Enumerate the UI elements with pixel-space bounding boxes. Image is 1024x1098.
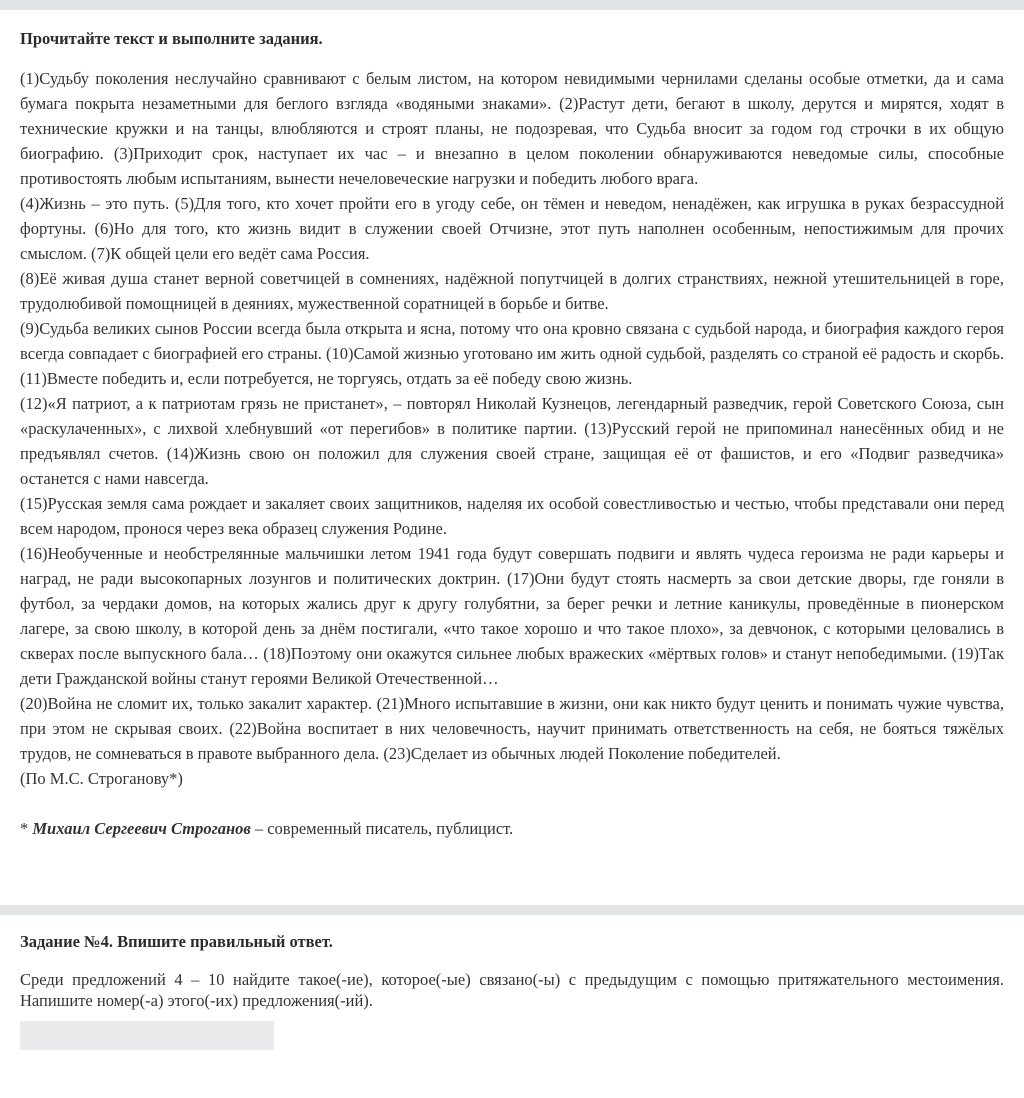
text-paragraph: (12)«Я патриот, а к патриотам грязь не пристанет», – повторял Николай Кузнецов, легендарный разведчик, герой Советского Союза, сын «раскулаченных», с лихвой хлебнувший «от перегибов» в политике партии. (13)Русский герой не припоминал нанесённых обид и не предъявлял счетов. (14)Жизнь свою он положил для служения своей стране, защищая её от фашистов, и его «Подвиг разведчика» останется с нами навсегда. xyxy=(20,394,1004,488)
task-title: Задание №4. Впишите правильный ответ. xyxy=(20,932,333,951)
footnote-author: Михаил Сергеевич Строганов xyxy=(32,819,251,838)
text-paragraph: (20)Война не сломит их, только закалит характер. (21)Много испытавшие в жизни, они как никто будут ценить и понимать чужие чувства, при этом не скрывая своих. (22)Война воспитает в них человечность, научит принимать ответственность на себя, не бояться тяжёлых трудов, не сомневаться в правоте выбранного дела. (23)Сделает из обычных людей Поколение победителей. xyxy=(20,694,1004,763)
text-paragraph: (16)Необученные и необстрелянные мальчишки летом 1941 года будут совершать подвиги и являть чудеса героизма не ради карьеры и наград, не ради высокопарных лозунгов и политических доктрин. (17)Они будут стоять насмерть за свои детские дворы, где гоняли в футбол, за чердаки домов, на которых жались друг к другу голубятни, за берег речки и летние каникулы, проведённые в пионерском лагере, за свою школу, в которой день за днём постигали, «что такое хорошо и что такое плохо», за девчонок, с которыми целовались в скверах после выпускного бала… (18)Поэтому они окажутся сильнее любых вражеских «мёртвых голов» и станут непобедимыми. (19)Так дети Гражданской войны станут героями Великой Отечественной… xyxy=(20,544,1004,688)
text-paragraph: (4)Жизнь – это путь. (5)Для того, кто хочет пройти его в угоду себе, он тёмен и неведом, ненадёжен, как игрушка в руках безрассудной фортуны. (6)Но для того, кто жизнь видит в служении своей Отчизне, этот путь наполнен особенным, непостижимым для прочих смыслом. (7)К общей цели его ведёт сама Россия. xyxy=(20,194,1004,263)
answer-input[interactable] xyxy=(20,1021,274,1050)
reading-text xyxy=(20,66,1004,791)
text-paragraph: (8)Её живая душа станет верной советчицей в сомнениях, надёжной попутчицей в долгих странствиях, нежной утешительницей в горе, трудолюбивой помощницей в деяниях, мужественной соратницей в борьбе и битве. xyxy=(20,269,1004,313)
top-bar xyxy=(0,0,1024,10)
task-question: Среди предложений 4 – 10 найдите такое(-ие), которое(-ые) связано(-ы) с предыдущим с помощью притяжательного местоимения. Напишите номер(-а) этого(-их) предложения(-ий). xyxy=(20,970,1004,1010)
text-paragraph: (15)Русская земля сама рождает и закаляет своих защитников, наделяя их особой совестливостью и честью, чтобы представали они перед всем народом, пронося через века образец служения Родине. xyxy=(20,494,1004,538)
footnote-description: – современный писатель, публицист. xyxy=(250,819,514,838)
section-separator xyxy=(0,905,1024,915)
footnote xyxy=(20,816,1004,841)
text-source: (По М.С. Строганову*) xyxy=(20,769,183,788)
text-paragraph: (1)Судьбу поколения неслучайно сравнивают с белым листом, на котором невидимыми чернилами сделаны особые отметки, да и сама бумага покрыта незаметными для беглого взгляда «водяными знаками». (2)Растут дети, бегают в школу, дерутся и мирятся, ходят в технические кружки и на танцы, влюбляются и строят планы, не подозревая, что Судьба вносит за годом год строчки в их общую биографию. (3)Приходит срок, наступает их час – и внезапно в целом поколении обнаруживаются неведомые силы, способные противостоять любым испытаниям, вынести нечеловеческие нагрузки и победить любого врага. xyxy=(20,69,1004,188)
text-paragraph: (9)Судьба великих сынов России всегда была открыта и ясна, потому что она кровно связана с судьбой народа, и биография каждого героя всегда совпадает с биографией его страны. (10)Самой жизнью уготовано им жить одной судьбой, разделять со страной её радость и скорбь. (11)Вместе победить и, если потребуется, не торгуясь, отдать за её победу свою жизнь. xyxy=(20,319,1004,388)
instruction-heading: Прочитайте текст и выполните задания. xyxy=(20,29,323,48)
task-section xyxy=(20,915,1004,1050)
footnote-star: * xyxy=(20,819,33,838)
reading-section xyxy=(20,10,1004,841)
